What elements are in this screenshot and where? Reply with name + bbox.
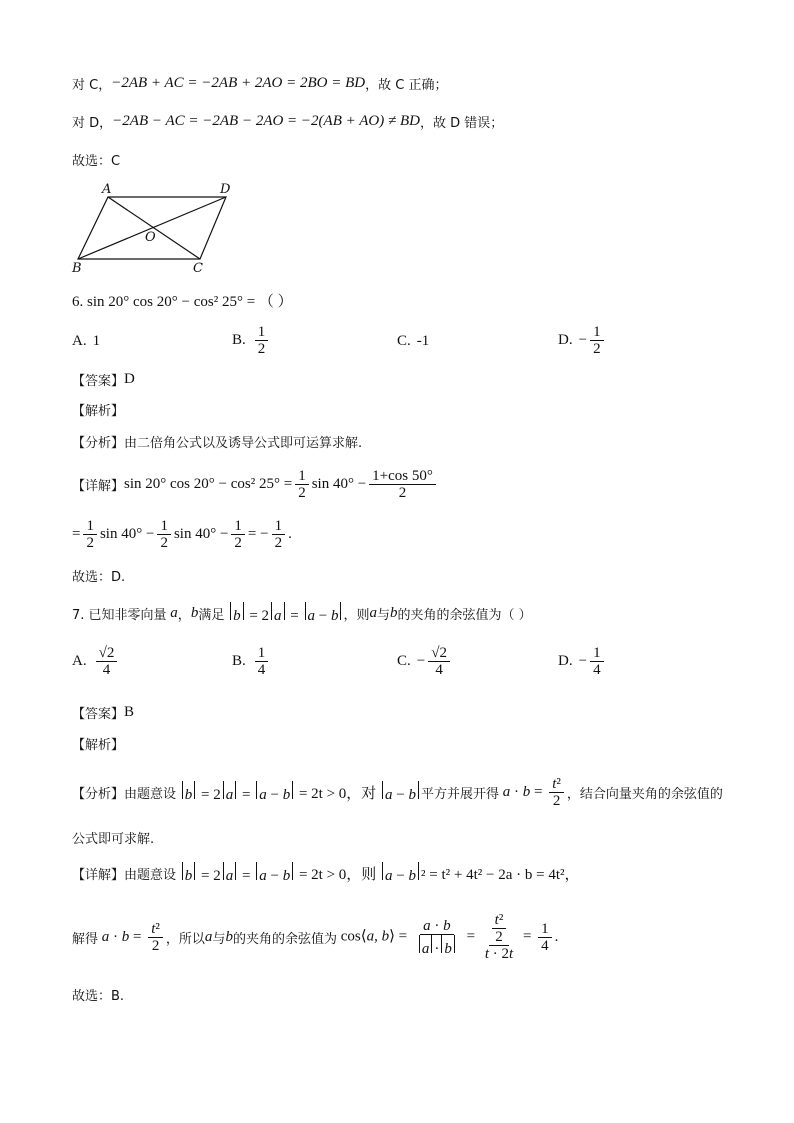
q6-option-c: C. -1 (397, 333, 430, 349)
line-prefix: 对 D， (72, 115, 113, 131)
q7-fenxi-line2: 公式即可求解. (72, 832, 155, 847)
label-o: O (145, 230, 156, 245)
q7-jiede-line: 解得 a · b = $\frac{\text{t²}}{2}$ ，所以 a 与 b 的夹角的余弦值为 cos⟨a, b⟩ = $\frac{a \cdot b}{a \cdot b}$ = $\frac{\frac{\text{t²}}{2}}{t \cdot 2t}$ = $\frac{1}{4}$ . (72, 912, 559, 962)
q7-stem: 7. 已知非零向量 a ， b 满足 b = 2 a = a − b ，则 a 与 b 的夹角的余弦值为（ ） (72, 602, 532, 625)
q6-xiangjie-line2: = $\frac{1}{2}$ sin 40° − $\frac{1}{2}$ sin 40° − $\frac{1}{2}$ = − $\frac{1}{2}$ . (72, 518, 292, 551)
q6-answer: 【答案】 D (72, 371, 135, 389)
q7-fenxi-line1: 【分析】 由题意设 b = 2 a = a − b = 2t > 0，对 a − b 平方并展开得 a · b = $\frac{\text{t²}}{2}$ ，结合向量夹角的余弦值的 (72, 776, 723, 809)
label-b: B (72, 261, 82, 275)
option-d-check-line (72, 110, 503, 132)
q6-option-b: B. $\frac{1}{2}$ (232, 324, 271, 357)
label-d: D (220, 182, 231, 197)
vector-a: a (166, 605, 178, 621)
q6-option-d: D. − $\frac{1}{2}$ (558, 324, 607, 357)
line-prefix: 对 C， (72, 77, 112, 93)
q6-xiangjie-line1: 【详解】 sin 20° cos 20° − cos² 25° = $\frac{1}{2}$ sin 40° − $\frac{1+\cos 50^\circ}{2}$ (72, 468, 439, 501)
q7-option-b: B. $\frac{1}{4}$ (232, 645, 271, 678)
line-suffix: ，故 D 错误； (419, 115, 504, 131)
q6-stem: 6. sin 20° cos 20° − cos² 25° = （ ） (72, 294, 293, 310)
q7-answer: 【答案】 B (72, 704, 135, 722)
option-c-check-line (72, 72, 447, 94)
diagonal-ac (108, 197, 200, 259)
q7-analysis-tag: 【解析】 (72, 738, 125, 753)
norm-condition: b = 2 a = a − b (224, 602, 343, 625)
q6-fenxi: 【分析】 由二倍角公式以及诱导公式即可运算求解. (72, 436, 363, 451)
q6-option-a: A. 1 (72, 333, 101, 349)
q6-analysis-tag: 【解析】 (72, 404, 125, 419)
q5-select: 故选：C (72, 154, 121, 169)
q7-option-a: A. $\frac{√2}{4}$ (72, 645, 120, 678)
q7-xiangjie-line1: 【详解】 由题意设 b = 2 a = a − b = 2t > 0，则 a − b ² = t² + 4t² − 2a · b = 4t²， (72, 862, 580, 885)
label-a: A (102, 182, 112, 197)
q6-select: 故选：D. (72, 570, 126, 585)
vector-b: b (190, 605, 199, 621)
label-c: C (193, 261, 203, 275)
vector-equation: −2AB − AC = −2AB − 2AO = −2(AB + AO) ≠ BD (112, 112, 420, 129)
parallelogram-figure (68, 180, 248, 275)
q7-option-d: D. − $\frac{1}{4}$ (558, 645, 607, 678)
vector-equation: −2AB + AC = −2AB + 2AO = 2BO = BD (111, 74, 366, 91)
line-suffix: ，故 C 正确； (365, 77, 448, 93)
q7-select: 故选：B. (72, 989, 125, 1004)
q7-option-c: C. − $\frac{√2}{4}$ (397, 645, 453, 678)
